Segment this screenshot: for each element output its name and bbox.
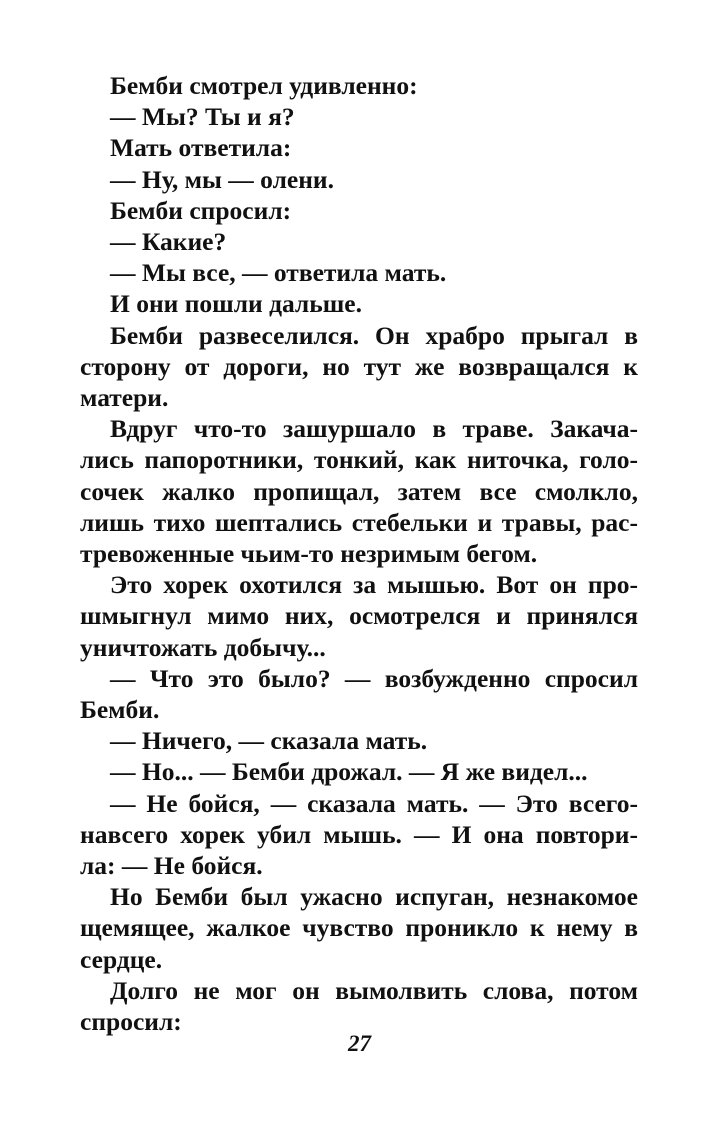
text-line: шмыгнул мимо них, осмотрелся и принялся xyxy=(80,601,638,631)
text-line: — Что это было? — возбужденно спросил xyxy=(110,663,638,693)
paragraph xyxy=(80,663,638,725)
text-line: Бемби. xyxy=(80,695,160,725)
text-line: — Ну, мы — олени. xyxy=(110,164,334,194)
text-line: — Ничего, — сказала мать. xyxy=(110,726,428,756)
text-line: Вдруг что-то зашуршало в траве. Закача- xyxy=(110,414,638,444)
text-line: — Мы все, — ответила мать. xyxy=(110,258,447,288)
paragraph xyxy=(80,320,638,414)
text-line: Бемби смотрел удивленно: xyxy=(110,71,418,100)
text-line: уничтожать добычу... xyxy=(80,632,326,662)
text-line: матери. xyxy=(80,383,169,413)
paragraph xyxy=(80,288,638,319)
paragraph xyxy=(80,70,638,101)
text-line: ла: — Не бойся. xyxy=(80,851,263,881)
page-text xyxy=(80,70,638,1037)
text-line: Это хорек охотился за мышью. Вот он про- xyxy=(110,570,638,600)
paragraph xyxy=(80,881,638,975)
text-line: И они пошли дальше. xyxy=(110,289,362,319)
paragraph xyxy=(80,257,638,288)
page-number: 27 xyxy=(348,1031,371,1056)
paragraph xyxy=(80,226,638,257)
paragraph xyxy=(80,569,638,663)
text-line: — Не бойся, — сказала мать. — Это всего- xyxy=(110,788,638,818)
text-line: спросил: xyxy=(80,1007,182,1037)
text-line: сердце. xyxy=(80,944,163,974)
text-line: навсего хорек убил мышь. — И она повтори- xyxy=(80,819,638,849)
text-line: лишь тихо шептались стебельки и травы, рас- xyxy=(80,507,638,537)
text-line: Бемби развеселился. Он храбро прыгал в xyxy=(110,320,638,350)
paragraph xyxy=(80,164,638,195)
paragraph xyxy=(80,756,638,787)
text-line: сочек жалко пропищал, затем все смолкло, xyxy=(80,476,638,506)
text-line: Бемби спросил: xyxy=(110,195,292,225)
paragraph xyxy=(80,101,638,132)
paragraph xyxy=(80,725,638,756)
paragraph xyxy=(80,195,638,226)
paragraph xyxy=(80,132,638,163)
paragraph xyxy=(80,413,638,569)
text-line: сторону от дороги, но тут же возвращался к xyxy=(80,351,638,381)
paragraph xyxy=(80,975,638,1037)
text-line: Долго не мог он вымолвить слова, потом xyxy=(110,975,638,1005)
text-line: Мать ответила: xyxy=(110,133,292,163)
text-line: щемящее, жалкое чувство проникло к нему в xyxy=(80,913,638,943)
text-line: — Какие? xyxy=(110,227,227,257)
paragraph xyxy=(80,788,638,882)
text-line: — Мы? Ты и я? xyxy=(110,102,295,132)
text-line: лись папоротники, тонкий, как ниточка, голо- xyxy=(80,445,638,475)
text-line: Но Бемби был ужасно испуган, незнакомое xyxy=(110,882,638,912)
text-line: — Но... — Бемби дрожал. — Я же видел... xyxy=(110,757,588,787)
text-line: тревоженные чьим-то незримым бегом. xyxy=(80,539,538,569)
